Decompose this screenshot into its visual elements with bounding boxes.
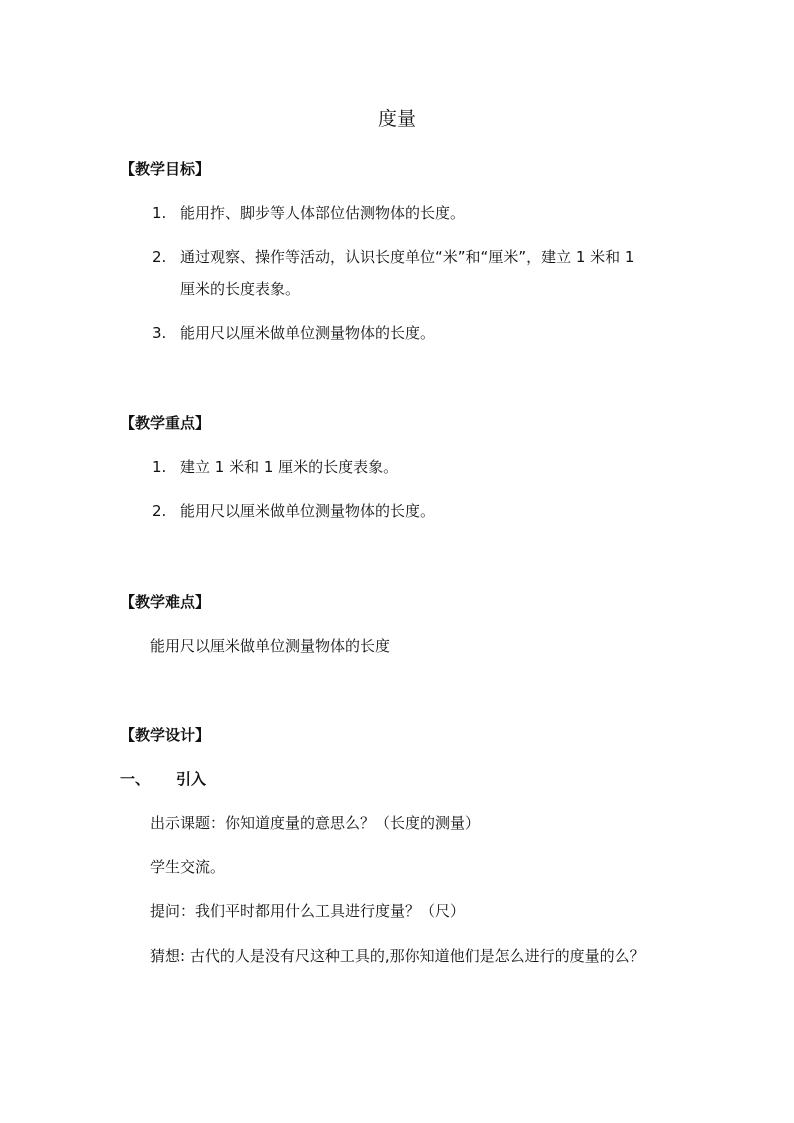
key-point-text: 能用尺以厘米做单位测量物体的长度。 — [180, 502, 436, 520]
objectives-heading: 【教学目标】 — [120, 160, 211, 178]
key-point-number: 2. — [152, 502, 167, 520]
objective-text: 通过观察、操作等活动，认识长度单位“米”和“厘米”，建立 1 米和 1 — [180, 248, 635, 266]
paragraph: 出示课题：你知道度量的意思么？（长度的测量） — [150, 814, 481, 832]
objective-number: 2. — [152, 248, 167, 266]
paragraph: 学生交流。 — [150, 858, 226, 876]
objective-number: 1. — [152, 204, 167, 222]
objective-text-continued: 厘米的长度表象。 — [180, 280, 301, 298]
objective-text: 能用尺以厘米做单位测量物体的长度。 — [180, 324, 436, 342]
design-heading: 【教学设计】 — [120, 726, 211, 744]
key-point-number: 1. — [152, 458, 167, 476]
difficulty-text: 能用尺以厘米做单位测量物体的长度 — [150, 637, 391, 655]
document-title: 度量 — [377, 108, 416, 130]
objective-number: 3. — [152, 324, 167, 342]
key-points-heading: 【教学重点】 — [120, 414, 211, 432]
objective-text: 能用拃、脚步等人体部位估测物体的长度。 — [180, 204, 466, 222]
key-point-text: 建立 1 米和 1 厘米的长度表象。 — [180, 458, 399, 476]
paragraph: 猜想: 古代的人是没有尺这种工具的,那你知道他们是怎么进行的度量的么？ — [150, 947, 645, 965]
paragraph: 提问：我们平时都用什么工具进行度量？（尺） — [150, 902, 466, 920]
section-number: 一、 — [120, 770, 151, 788]
section-title: 引入 — [176, 770, 207, 788]
difficulty-heading: 【教学难点】 — [120, 593, 211, 611]
